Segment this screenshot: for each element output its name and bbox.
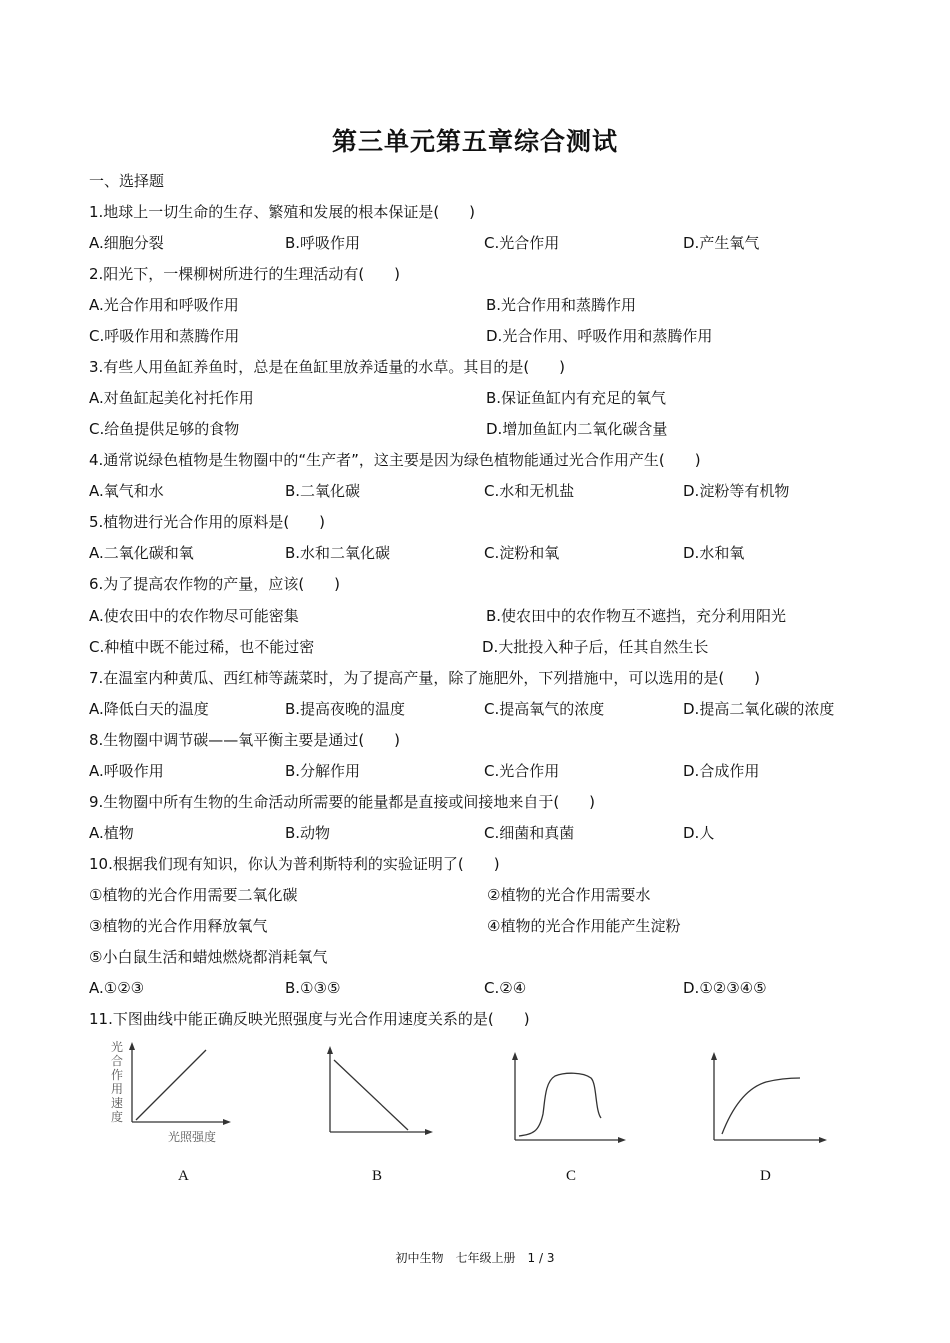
question-5-stem: 5.植物进行光合作用的原料是( ) bbox=[89, 513, 326, 531]
q10-option-c: C.②④ bbox=[484, 979, 527, 997]
q5-option-c: C.淀粉和氧 bbox=[484, 544, 560, 562]
question-7-stem: 7.在温室内种黄瓜、西红柿等蔬菜时，为了提高产量，除了施肥外，下列措施中，可以选用的是( ) bbox=[89, 669, 761, 687]
graph-label-c: C bbox=[566, 1168, 577, 1184]
q3-option-b: B.保证鱼缸内有充足的氧气 bbox=[486, 389, 667, 407]
q2-option-d: D.光合作用、呼吸作用和蒸腾作用 bbox=[486, 327, 713, 345]
q9-option-c: C.细菌和真菌 bbox=[484, 824, 575, 842]
q9-option-a: A.植物 bbox=[89, 824, 134, 842]
q2-option-a: A.光合作用和呼吸作用 bbox=[89, 296, 239, 314]
q10-option-a: A.①②③ bbox=[89, 979, 145, 997]
question-9-stem: 9.生物圈中所有生物的生命活动所需要的能量都是直接或间接地来自于( ) bbox=[89, 793, 596, 811]
graph-d-x-arrow bbox=[819, 1137, 827, 1143]
page-footer: 初中生物 七年级上册 1 / 3 bbox=[395, 1251, 555, 1265]
q6-option-a: A.使农田中的农作物尽可能密集 bbox=[89, 607, 299, 625]
q10-option-b: B.①③⑤ bbox=[285, 979, 341, 997]
graph-label-a: A bbox=[178, 1168, 189, 1184]
q10-option-d: D.①②③④⑤ bbox=[683, 979, 767, 997]
question-10-stem: 10.根据我们现有知识，你认为普利斯特利的实验证明了( ) bbox=[89, 855, 500, 873]
q1-option-b: B.呼吸作用 bbox=[285, 234, 361, 252]
q10-statement-2: ②植物的光合作用需要水 bbox=[487, 886, 651, 904]
graph-b bbox=[318, 1044, 438, 1144]
q7-option-d: D.提高二氧化碳的浓度 bbox=[683, 700, 835, 718]
question-6-stem: 6.为了提高农作物的产量，应该( ) bbox=[89, 575, 341, 593]
q5-option-b: B.水和二氧化碳 bbox=[285, 544, 391, 562]
q6-option-b: B.使农田中的农作物互不遮挡，充分利用阳光 bbox=[486, 607, 787, 625]
q4-option-d: D.淀粉等有机物 bbox=[683, 482, 790, 500]
q1-option-d: D.产生氧气 bbox=[683, 234, 760, 252]
graph-c bbox=[505, 1052, 630, 1148]
question-4-stem: 4.通常说绿色植物是生物圈中的“生产者”，这主要是因为绿色植物能通过光合作用产生( ) bbox=[89, 451, 701, 469]
graph-d bbox=[704, 1052, 832, 1148]
graph-a-x-arrow bbox=[223, 1119, 231, 1125]
q1-option-c: C.光合作用 bbox=[484, 234, 560, 252]
q8-option-a: A.呼吸作用 bbox=[89, 762, 164, 780]
graph-a-y-arrow bbox=[129, 1042, 135, 1050]
q10-statement-5: ⑤小白鼠生活和蜡烛燃烧都消耗氧气 bbox=[89, 948, 328, 966]
question-1-stem: 1.地球上一切生命的生存、繁殖和发展的根本保证是( ) bbox=[89, 203, 476, 221]
question-8-stem: 8.生物圈中调节碳——氧平衡主要是通过( ) bbox=[89, 731, 401, 749]
q10-statement-4: ④植物的光合作用能产生淀粉 bbox=[487, 917, 681, 935]
q2-option-c: C.呼吸作用和蒸腾作用 bbox=[89, 327, 240, 345]
question-2-stem: 2.阳光下，一棵柳树所进行的生理活动有( ) bbox=[89, 265, 401, 283]
graph-d-curve bbox=[722, 1078, 800, 1134]
q4-option-c: C.水和无机盐 bbox=[484, 482, 575, 500]
q8-option-d: D.合成作用 bbox=[683, 762, 760, 780]
section-heading: 一、选择题 bbox=[89, 172, 165, 190]
q6-option-d: D.大批投入种子后，任其自然生长 bbox=[482, 638, 709, 656]
q1-option-a: A.细胞分裂 bbox=[89, 234, 164, 252]
q5-option-d: D.水和氧 bbox=[683, 544, 745, 562]
q5-option-a: A.二氧化碳和氧 bbox=[89, 544, 194, 562]
q10-statement-3: ③植物的光合作用释放氧气 bbox=[89, 917, 268, 935]
q3-option-c: C.给鱼提供足够的食物 bbox=[89, 420, 240, 438]
q6-option-c: C.种植中既不能过稀，也不能过密 bbox=[89, 638, 315, 656]
q7-option-a: A.降低白天的温度 bbox=[89, 700, 209, 718]
q4-option-a: A.氧气和水 bbox=[89, 482, 164, 500]
q7-option-b: B.提高夜晚的温度 bbox=[285, 700, 406, 718]
q4-option-b: B.二氧化碳 bbox=[285, 482, 361, 500]
page-title: 第三单元第五章综合测试 bbox=[331, 127, 618, 156]
q3-option-a: A.对鱼缸起美化衬托作用 bbox=[89, 389, 254, 407]
graph-b-x-arrow bbox=[425, 1129, 433, 1135]
graph-c-y-arrow bbox=[512, 1052, 518, 1060]
graph-d-y-arrow bbox=[711, 1052, 717, 1060]
q8-option-c: C.光合作用 bbox=[484, 762, 560, 780]
question-11-stem: 11.下图曲线中能正确反映光照强度与光合作用速度关系的是( ) bbox=[89, 1010, 530, 1028]
q8-option-b: B.分解作用 bbox=[285, 762, 361, 780]
q9-option-d: D.人 bbox=[683, 824, 715, 842]
graph-a-x-label: 光照强度 bbox=[168, 1130, 217, 1144]
graph-b-y-arrow bbox=[327, 1046, 333, 1054]
q2-option-b: B.光合作用和蒸腾作用 bbox=[486, 296, 637, 314]
q9-option-b: B.动物 bbox=[285, 824, 331, 842]
graph-c-curve bbox=[519, 1073, 601, 1136]
graph-c-x-arrow bbox=[618, 1137, 626, 1143]
graph-a-y-label: 光合作用速度 bbox=[111, 1040, 124, 1124]
graph-label-b: B bbox=[372, 1168, 383, 1184]
q3-option-d: D.增加鱼缸内二氧化碳含量 bbox=[486, 420, 668, 438]
graph-label-d: D bbox=[760, 1168, 771, 1184]
question-3-stem: 3.有些人用鱼缸养鱼时，总是在鱼缸里放养适量的水草。其目的是( ) bbox=[89, 358, 566, 376]
q7-option-c: C.提高氧气的浓度 bbox=[484, 700, 605, 718]
graph-a-curve bbox=[136, 1050, 206, 1120]
graph-b-curve bbox=[334, 1060, 408, 1130]
q10-statement-1: ①植物的光合作用需要二氧化碳 bbox=[89, 886, 298, 904]
